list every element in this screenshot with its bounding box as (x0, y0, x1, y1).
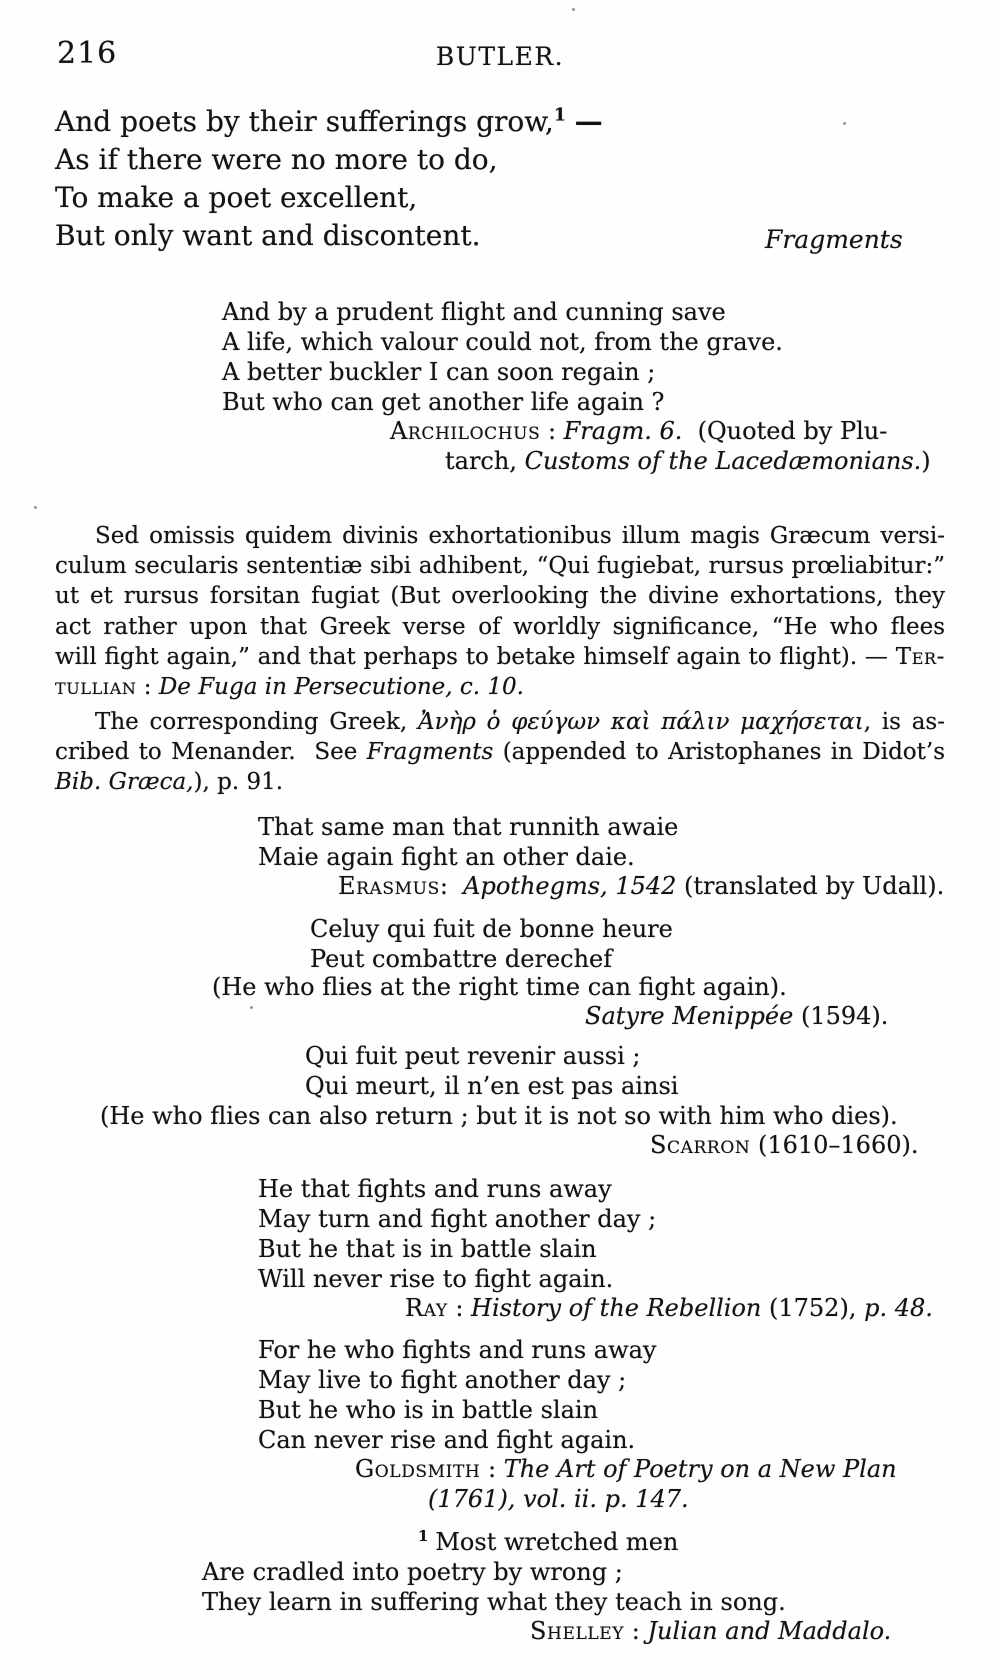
citation-author: Erasmus (338, 872, 440, 900)
translation-menippee: (He who flies at the right time can fight again). (212, 973, 787, 1001)
citation-note: (1752), (761, 1294, 865, 1322)
quote-line: But he who is in battle slain (258, 1396, 599, 1424)
prose-line-text: cribed to Menander. See (55, 739, 367, 766)
page-number: 216 (57, 36, 118, 71)
citation-source: The Art of Poetry on a New Plan (503, 1455, 897, 1483)
prose-line (55, 672, 945, 702)
footnote-text: Are cradled into poetry by wrong ; (202, 1558, 623, 1586)
quote-line: But who can get another life again ? (222, 388, 665, 416)
epigraph-line (55, 103, 602, 141)
scan-speck (34, 506, 37, 509)
citation-source: Satyre Menippée (585, 1002, 794, 1030)
prose-line-text: , is as- (863, 709, 946, 735)
citation-author: Ray (405, 1294, 448, 1322)
citation-source: Customs of the Lacedæmonians. (524, 447, 922, 475)
translation-scarron: (He who flies can also return ; but it is not so with him who dies). (100, 1102, 898, 1130)
citation-erasmus (338, 872, 944, 900)
prose-line: Sed omissis quidem divinis exhortationibus illum magis Græcum versi- (95, 523, 945, 549)
prose-line: culum secularis sententiæ sibi adhibent, “Qui fugiebat, rursus prœliabitur:” (55, 553, 945, 580)
citation-note: (1594). (793, 1002, 889, 1030)
citation-ray (405, 1294, 933, 1322)
em-dash: — (565, 105, 602, 138)
citation-note: (1610–1660). (750, 1131, 919, 1159)
citation-goldsmith (355, 1455, 897, 1483)
quote-archilochus (222, 297, 783, 417)
citation-archilochus-line2 (445, 447, 931, 475)
quote-line: That same man that runnith awaie (258, 813, 679, 841)
prose-line (55, 767, 945, 797)
footnote-body (202, 1557, 786, 1617)
citation-source: Fragm. 6. (563, 417, 683, 445)
prose-line: ut et rursus forsitan fugiat (But overlooking the divine exhortations, they (55, 583, 945, 610)
footnote-ref: 1 (553, 105, 566, 126)
citation-separator: : (540, 417, 564, 445)
scan-speck (843, 122, 846, 125)
citation-note: (translated by Udall). (676, 872, 945, 900)
quote-scarron (305, 1041, 678, 1101)
quote-line: Qui meurt, il n’en est pas ainsi (305, 1072, 679, 1100)
quote-line: Celuy qui fuit de bonne heure (310, 915, 673, 943)
prose-line-text: ), p. 91. (193, 769, 284, 796)
citation-goldsmith-line2: (1761), vol. ii. p. 147. (428, 1485, 689, 1513)
quote-line: But he that is in battle slain (258, 1235, 597, 1263)
prose-line (55, 642, 945, 672)
citation-note: tarch, (445, 447, 525, 475)
quote-line: May live to fight another day ; (258, 1366, 627, 1394)
epigraph-attribution: Fragments (765, 225, 903, 254)
quote-line: A better buckler I can soon regain ; (222, 358, 656, 386)
prose-line (55, 737, 945, 767)
citation-source: Fragments (366, 739, 494, 766)
prose-line-text: will fight again,” and that perhaps to betake himself again to flight). — (55, 643, 896, 670)
epigraph-line: To make a poet excellent, (55, 181, 418, 214)
citation-archilochus (390, 417, 887, 445)
epigraph-line: But only want and discontent. (55, 219, 481, 252)
footnote-text: They learn in suffering what they teach in song. (202, 1588, 786, 1616)
citation-separator: : (439, 872, 464, 900)
quote-line: Peut combattre derechef (310, 945, 613, 973)
citation-note: ) (921, 447, 931, 475)
citation-source: Bib. Græca, (55, 769, 194, 796)
footnote-text: Most wretched men (435, 1528, 679, 1556)
citation-scarron (650, 1131, 918, 1159)
running-head: BUTLER. (435, 42, 565, 71)
citation-author: Scarron (650, 1131, 751, 1159)
quote-line: Can never rise and fight again. (258, 1426, 636, 1454)
citation-source: Julian and Maddalo. (647, 1617, 892, 1645)
quote-line: For he who fights and runs away (258, 1336, 657, 1364)
citation-author: Goldsmith (355, 1455, 481, 1483)
prose-line (55, 707, 945, 737)
citation-separator: : (480, 1455, 504, 1483)
quote-menippee (310, 914, 673, 974)
footnote-marker: 1 (418, 1527, 429, 1545)
quote-erasmus (258, 812, 678, 872)
citation-page: p. 48. (864, 1294, 933, 1322)
footnote-line (418, 1527, 678, 1557)
citation-shelley (530, 1617, 891, 1645)
prose-line-text: The corresponding Greek, (95, 709, 418, 735)
scan-speck (250, 1006, 253, 1009)
citation-separator: : (447, 1294, 472, 1322)
prose-line: act rather upon that Greek verse of worldly significance, “He who flees (55, 613, 945, 640)
paragraph-tertullian (55, 521, 945, 702)
epigraph-quote (55, 103, 602, 255)
citation-author: Ter- (895, 643, 945, 670)
greek-phrase: Ἀνὴρ ὁ φεύγων καὶ πάλιν μαχήσεται (417, 709, 864, 735)
citation-source: Apothegms, 1542 (463, 872, 677, 900)
citation-author: Archilochus (390, 417, 541, 445)
citation-menippee (585, 1002, 888, 1030)
citation-author: tullian (55, 674, 137, 701)
quote-line: May turn and fight another day ; (258, 1205, 657, 1233)
paragraph-menander (55, 707, 945, 798)
quote-ray (258, 1174, 656, 1294)
epigraph-line: As if there were no more to do, (55, 143, 498, 176)
citation-separator: : (136, 674, 159, 701)
citation-note: (Quoted by Plu- (682, 417, 888, 445)
epigraph-line-text: And poets by their sufferings grow, (55, 105, 554, 138)
prose-line-text: (appended to Aristophanes in Didot’s (493, 739, 945, 766)
quote-line: Qui fuit peut revenir aussi ; (305, 1042, 641, 1070)
quote-line: Will never rise to fight again. (258, 1265, 614, 1293)
citation-source: History of the Rebellion (471, 1294, 762, 1322)
scan-speck (572, 8, 575, 11)
citation-separator: : (624, 1617, 648, 1645)
quote-line: A life, which valour could not, from the grave. (222, 328, 783, 356)
citation-author: Shelley (530, 1617, 625, 1645)
quote-goldsmith (258, 1335, 656, 1455)
quote-line: And by a prudent flight and cunning save (222, 298, 726, 326)
quote-line: He that fights and runs away (258, 1175, 612, 1203)
citation-source: De Fuga in Persecutione, c. 10. (158, 674, 524, 701)
quote-line: Maie again fight an other daie. (258, 843, 635, 871)
